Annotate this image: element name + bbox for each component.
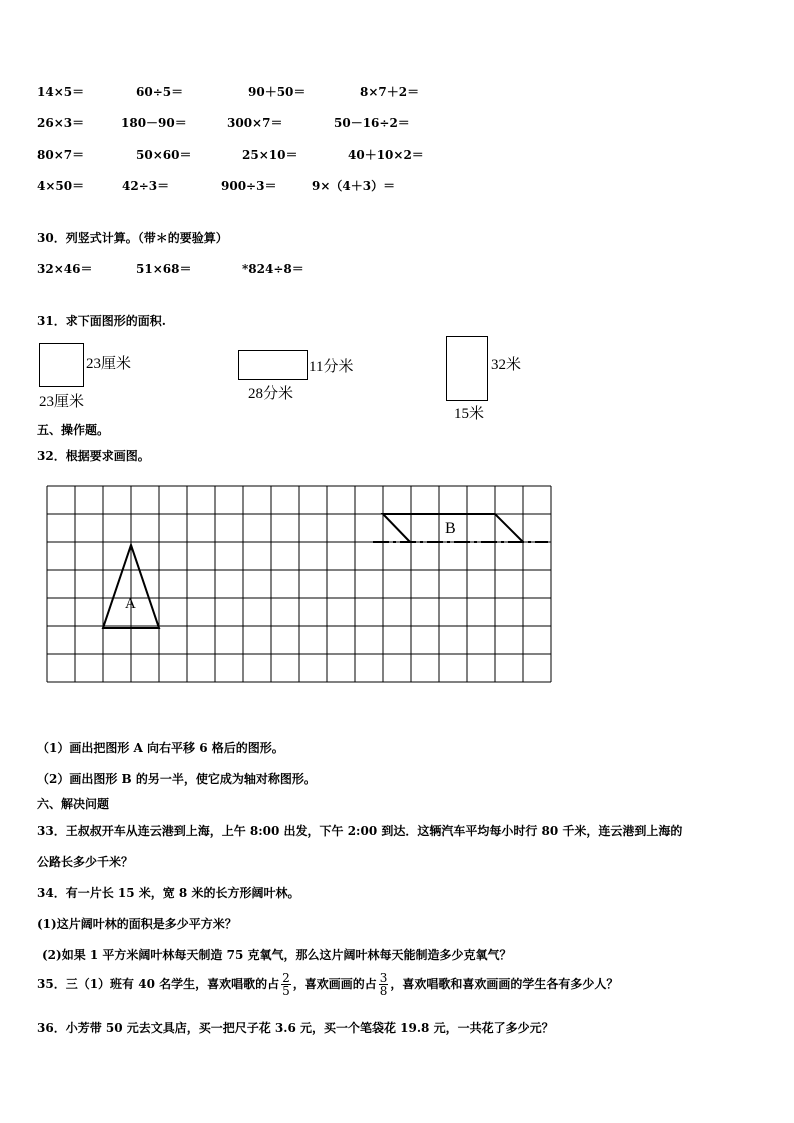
question-32-title: 32．根据要求画图。 bbox=[37, 449, 150, 463]
fraction-three-eighths bbox=[379, 972, 389, 997]
calc-item: 8×7＋2＝ bbox=[360, 85, 420, 99]
rect1-bottom-label: 28分米 bbox=[248, 386, 294, 402]
section-6-title: 六、解决问题 bbox=[37, 797, 110, 811]
calc-item: 90＋50＝ bbox=[248, 85, 306, 99]
question-34-title: 34．有一片长 15 米，宽 8 米的长方形阔叶林。 bbox=[37, 886, 300, 900]
rect2-side-label: 32米 bbox=[491, 357, 522, 373]
calc-item: 300×7＝ bbox=[227, 116, 283, 130]
rect1-side-label: 11分米 bbox=[309, 359, 354, 375]
grid-figure bbox=[40, 478, 560, 693]
calc-item: 4×50＝ bbox=[37, 179, 85, 193]
question-36: 36．小芳带 50 元去文具店，买一把尺子花 3.6 元，买一个笔袋花 19.8 元，一共花了多少元？ bbox=[37, 1021, 554, 1035]
calc-item: 26×3＝ bbox=[37, 116, 85, 130]
calc-item: 80×7＝ bbox=[37, 148, 85, 162]
q32-task-2: （2）画出图形 B 的另一半，使它成为轴对称图形。 bbox=[37, 772, 316, 786]
square-side-label: 23厘米 bbox=[86, 356, 132, 372]
calc-item: 50×60＝ bbox=[136, 148, 192, 162]
q30-item: 51×68＝ bbox=[136, 262, 192, 276]
square-figure bbox=[39, 343, 84, 387]
q35-text-part-2: ，喜欢画画的占 bbox=[292, 977, 377, 991]
rectangle-figure-2 bbox=[446, 336, 488, 401]
question-34-sub-1: (1)这片阔叶林的面积是多少平方米？ bbox=[37, 917, 237, 931]
question-35 bbox=[37, 972, 618, 997]
calc-item: 180－90＝ bbox=[121, 116, 187, 130]
q35-text-part-1: 35．三（1）班有 40 名学生，喜欢唱歌的占 bbox=[37, 977, 280, 991]
calc-item: 50－16÷2＝ bbox=[334, 116, 410, 130]
calc-item: 40＋10×2＝ bbox=[348, 148, 424, 162]
q32-task-1: （1）画出把图形 A 向右平移 6 格后的图形。 bbox=[37, 741, 284, 755]
question-33-line-2: 公路长多少千米？ bbox=[37, 855, 134, 869]
q35-text-part-3: ，喜欢唱歌和喜欢画画的学生各有多少人？ bbox=[390, 977, 619, 991]
rectangle-figure-1 bbox=[238, 350, 308, 380]
calc-item: 60÷5＝ bbox=[136, 85, 184, 99]
calc-item: 42÷3＝ bbox=[122, 179, 170, 193]
question-33-line-1: 33．王叔叔开车从连云港到上海，上午 8:00 出发，下午 2:00 到达．这辆汽车平均每小时行 80 千米，连云港到上海的 bbox=[37, 824, 683, 838]
q30-item: *824÷8＝ bbox=[242, 262, 304, 276]
fraction-two-fifths bbox=[281, 972, 291, 997]
q30-item: 32×46＝ bbox=[37, 262, 93, 276]
square-bottom-label: 23厘米 bbox=[39, 394, 85, 410]
fraction-denominator: 5 bbox=[282, 984, 290, 998]
fraction-denominator: 8 bbox=[379, 984, 388, 998]
fraction-numerator: 2 bbox=[282, 971, 290, 985]
calc-item: 14×5＝ bbox=[37, 85, 85, 99]
question-31-title: 31．求下面图形的面积. bbox=[37, 314, 166, 328]
shape-a-label: A bbox=[125, 596, 136, 612]
calc-item: 9×（4＋3）＝ bbox=[312, 179, 396, 193]
calc-item: 900÷3＝ bbox=[221, 179, 277, 193]
question-34-sub-2: (2)如果 1 平方米阔叶林每天制造 75 克氧气，那么这片阔叶林每天能制造多少克氧气？ bbox=[42, 948, 512, 962]
fraction-numerator: 3 bbox=[379, 971, 388, 985]
section-5-title: 五、操作题。 bbox=[37, 423, 110, 437]
question-30-title: 30．列竖式计算。（带＊的要验算） bbox=[37, 231, 228, 245]
shape-b-label: B bbox=[445, 520, 456, 537]
calc-item: 25×10＝ bbox=[242, 148, 298, 162]
rect2-bottom-label: 15米 bbox=[454, 406, 485, 422]
